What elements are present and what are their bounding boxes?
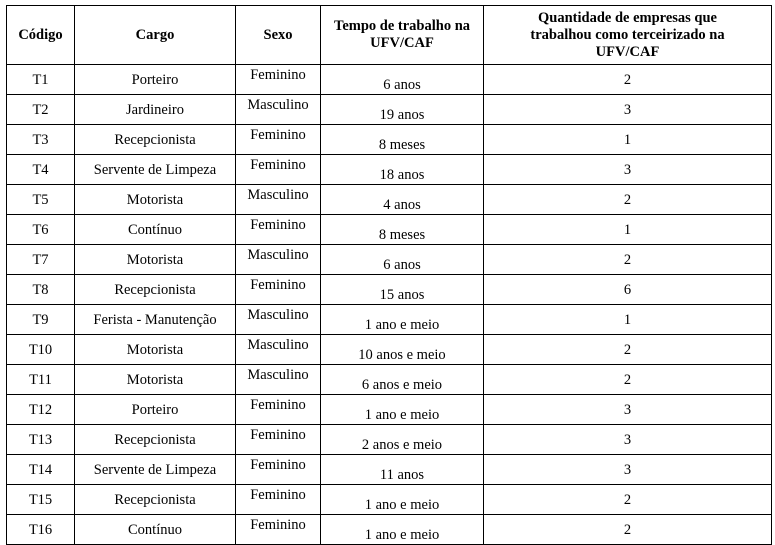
cell-tempo: 1 ano e meio [321, 485, 484, 515]
cell-tempo: 1 ano e meio [321, 515, 484, 545]
cell-tempo: 2 anos e meio [321, 425, 484, 455]
cell-tempo: 11 anos [321, 455, 484, 485]
cell-quantidade: 3 [484, 155, 772, 185]
header-quantidade: Quantidade de empresas que trabalhou como terceirizado na UFV/CAF [484, 6, 772, 65]
cell-tempo: 18 anos [321, 155, 484, 185]
cell-sexo: Feminino [236, 485, 321, 515]
cell-sexo: Feminino [236, 425, 321, 455]
cell-sexo: Feminino [236, 395, 321, 425]
cell-tempo: 19 anos [321, 95, 484, 125]
cell-tempo: 8 meses [321, 215, 484, 245]
cell-tempo: 6 anos [321, 65, 484, 95]
cell-codigo: T5 [7, 185, 75, 215]
table-body [7, 65, 772, 545]
table-row [7, 365, 772, 395]
cell-codigo: T8 [7, 275, 75, 305]
cell-codigo: T2 [7, 95, 75, 125]
cell-tempo: 15 anos [321, 275, 484, 305]
cell-codigo: T4 [7, 155, 75, 185]
cell-cargo: Ferista - Manutenção [75, 305, 236, 335]
header-sexo: Sexo [236, 6, 321, 65]
cell-tempo: 6 anos [321, 245, 484, 275]
cell-cargo: Motorista [75, 335, 236, 365]
table-row [7, 215, 772, 245]
workers-table [6, 5, 772, 545]
cell-cargo: Servente de Limpeza [75, 455, 236, 485]
cell-cargo: Recepcionista [75, 125, 236, 155]
cell-codigo: T12 [7, 395, 75, 425]
cell-cargo: Recepcionista [75, 485, 236, 515]
table-row [7, 485, 772, 515]
cell-tempo: 10 anos e meio [321, 335, 484, 365]
cell-codigo: T16 [7, 515, 75, 545]
cell-quantidade: 1 [484, 305, 772, 335]
cell-sexo: Feminino [236, 125, 321, 155]
header-row [7, 6, 772, 65]
table-row [7, 245, 772, 275]
cell-cargo: Servente de Limpeza [75, 155, 236, 185]
table-row [7, 455, 772, 485]
cell-quantidade: 1 [484, 125, 772, 155]
cell-sexo: Feminino [236, 65, 321, 95]
cell-cargo: Porteiro [75, 395, 236, 425]
cell-sexo: Feminino [236, 155, 321, 185]
cell-quantidade: 2 [484, 185, 772, 215]
header-codigo: Código [7, 6, 75, 65]
cell-sexo: Masculino [236, 95, 321, 125]
table-row [7, 275, 772, 305]
table-row [7, 335, 772, 365]
table-row [7, 305, 772, 335]
cell-quantidade: 2 [484, 245, 772, 275]
cell-codigo: T14 [7, 455, 75, 485]
cell-cargo: Jardineiro [75, 95, 236, 125]
cell-quantidade: 3 [484, 95, 772, 125]
table-row [7, 155, 772, 185]
cell-sexo: Masculino [236, 245, 321, 275]
table-row [7, 515, 772, 545]
cell-codigo: T7 [7, 245, 75, 275]
cell-tempo: 4 anos [321, 185, 484, 215]
cell-quantidade: 2 [484, 485, 772, 515]
cell-cargo: Recepcionista [75, 425, 236, 455]
cell-cargo: Motorista [75, 245, 236, 275]
cell-quantidade: 2 [484, 365, 772, 395]
cell-sexo: Feminino [236, 455, 321, 485]
cell-tempo: 8 meses [321, 125, 484, 155]
cell-cargo: Contínuo [75, 515, 236, 545]
cell-quantidade: 1 [484, 215, 772, 245]
cell-codigo: T6 [7, 215, 75, 245]
cell-cargo: Motorista [75, 365, 236, 395]
cell-cargo: Porteiro [75, 65, 236, 95]
cell-codigo: T9 [7, 305, 75, 335]
cell-cargo: Motorista [75, 185, 236, 215]
cell-sexo: Feminino [236, 275, 321, 305]
table-row [7, 125, 772, 155]
cell-codigo: T3 [7, 125, 75, 155]
cell-sexo: Masculino [236, 335, 321, 365]
cell-sexo: Feminino [236, 215, 321, 245]
cell-codigo: T1 [7, 65, 75, 95]
cell-codigo: T10 [7, 335, 75, 365]
cell-quantidade: 2 [484, 515, 772, 545]
cell-quantidade: 6 [484, 275, 772, 305]
header-tempo: Tempo de trabalho na UFV/CAF [321, 6, 484, 65]
cell-codigo: T11 [7, 365, 75, 395]
cell-sexo: Masculino [236, 305, 321, 335]
table-row [7, 65, 772, 95]
cell-tempo: 1 ano e meio [321, 305, 484, 335]
cell-sexo: Masculino [236, 185, 321, 215]
cell-cargo: Contínuo [75, 215, 236, 245]
cell-tempo: 1 ano e meio [321, 395, 484, 425]
cell-quantidade: 2 [484, 335, 772, 365]
cell-sexo: Masculino [236, 365, 321, 395]
table-row [7, 95, 772, 125]
cell-tempo: 6 anos e meio [321, 365, 484, 395]
cell-quantidade: 3 [484, 425, 772, 455]
cell-sexo: Feminino [236, 515, 321, 545]
table-row [7, 185, 772, 215]
cell-codigo: T15 [7, 485, 75, 515]
cell-quantidade: 2 [484, 65, 772, 95]
table-row [7, 425, 772, 455]
cell-quantidade: 3 [484, 455, 772, 485]
cell-quantidade: 3 [484, 395, 772, 425]
cell-cargo: Recepcionista [75, 275, 236, 305]
header-cargo: Cargo [75, 6, 236, 65]
cell-codigo: T13 [7, 425, 75, 455]
table-row [7, 395, 772, 425]
